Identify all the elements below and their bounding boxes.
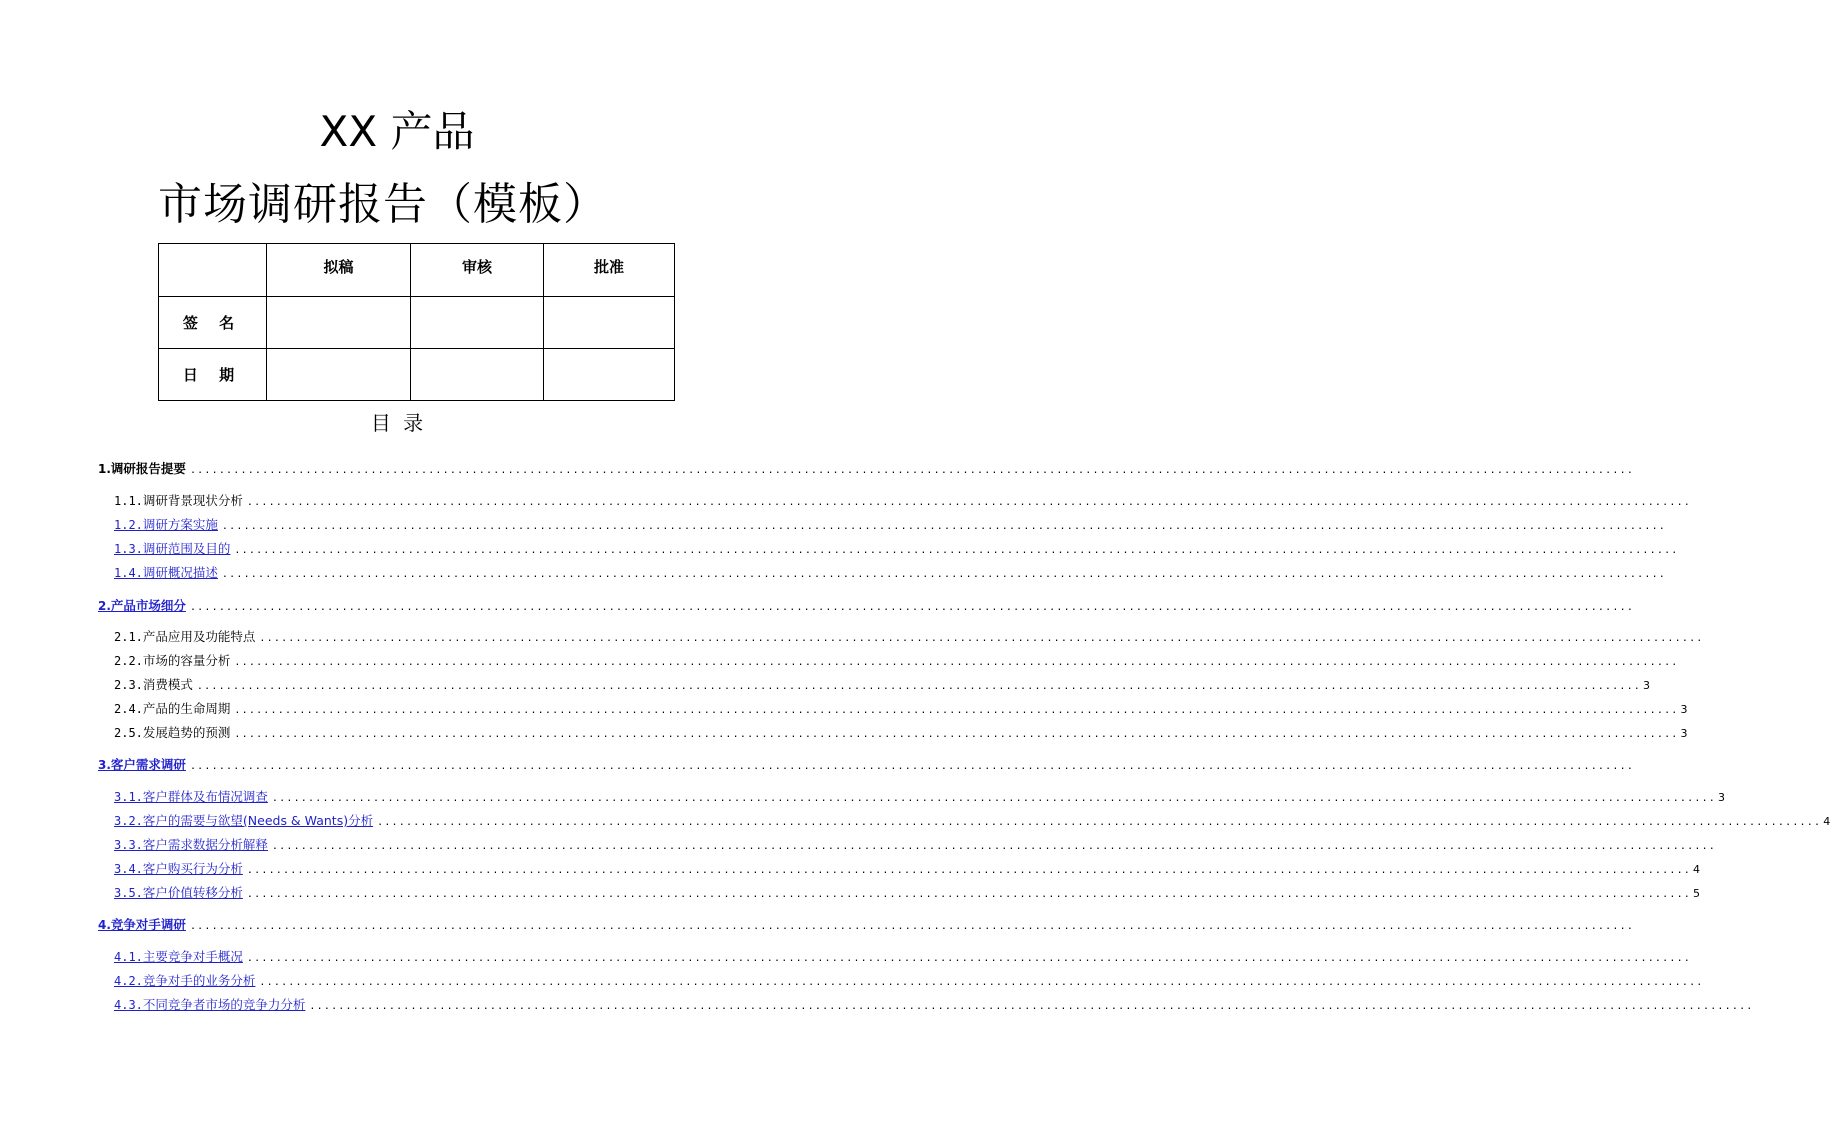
toc-entry[interactable] bbox=[114, 788, 1726, 808]
toc-dot-leader: ........................................................................................................................................................................................................ bbox=[189, 921, 1635, 932]
toc-entry[interactable] bbox=[114, 724, 1688, 744]
toc-entry-number: 3.3. bbox=[114, 838, 143, 852]
toc-entry-page: 4 bbox=[1823, 815, 1830, 828]
toc-entry-title: 市场的容量分析 bbox=[142, 653, 231, 668]
toc-entry-title: 调研报告提要 bbox=[110, 461, 186, 476]
toc-dot-leader: ........................................................................................................................................................................................................ bbox=[221, 569, 1667, 580]
toc-dot-leader: ........................................................................................................................................................................................................ bbox=[246, 953, 1692, 964]
toc-entry-number: 2.3. bbox=[114, 678, 143, 692]
toc-entry-title[interactable]: 调研方案实施 bbox=[142, 517, 218, 532]
toc-entry-number: 4.3. bbox=[114, 998, 143, 1012]
toc-entry[interactable] bbox=[114, 700, 1688, 720]
toc-entry[interactable] bbox=[114, 836, 1717, 856]
toc-dot-leader: ........................................................................................................................................................................................................ bbox=[189, 761, 1635, 772]
toc-entry-title: 发展趋势的预测 bbox=[142, 725, 231, 740]
toc-entry-title[interactable]: 产品市场细分 bbox=[110, 598, 186, 613]
toc-entry-number: 3.2. bbox=[114, 814, 143, 828]
toc-entry-page: 3 bbox=[1643, 679, 1651, 692]
approval-header-draft: 拟稿 bbox=[267, 244, 411, 297]
toc-heading-char-2: 录 bbox=[403, 411, 424, 435]
toc-entry-title[interactable]: 不同竞争者市场的竞争力分析 bbox=[142, 997, 306, 1012]
toc-entry[interactable] bbox=[98, 597, 1635, 617]
toc-entry[interactable] bbox=[114, 996, 1754, 1016]
toc-entry-title[interactable]: 客户需求数据分析解释 bbox=[142, 837, 268, 852]
toc-entry-title[interactable]: 调研概况描述 bbox=[142, 565, 218, 580]
toc-entry-number: 2. bbox=[98, 599, 111, 613]
toc-entry-page: 5 bbox=[1693, 887, 1701, 900]
toc-entry-page: 3 bbox=[1718, 791, 1726, 804]
toc-dot-leader: ........................................................................................................................................................................................................ bbox=[189, 465, 1635, 476]
toc-entry-number: 4.1. bbox=[114, 950, 143, 964]
approval-row-label-signature: 签 名 bbox=[159, 297, 267, 349]
toc-entry-number: 3.5. bbox=[114, 886, 143, 900]
toc-entry-number: 2.2. bbox=[114, 654, 143, 668]
toc-entry[interactable] bbox=[114, 540, 1679, 560]
toc-entry-number: 1.3. bbox=[114, 542, 143, 556]
approval-header-approve: 批准 bbox=[544, 244, 675, 297]
toc-entry[interactable] bbox=[114, 972, 1704, 992]
toc-dot-leader: ........................................................................................................................................................................................................ bbox=[259, 633, 1704, 644]
toc-entry[interactable] bbox=[98, 460, 1635, 480]
toc-entry-number: 1.1. bbox=[114, 494, 143, 508]
toc-entry[interactable] bbox=[98, 756, 1635, 776]
toc-entry-title: 产品的生命周期 bbox=[142, 701, 231, 716]
toc-entry-title[interactable]: 客户需求调研 bbox=[110, 757, 186, 772]
toc-dot-leader: ........................................................................................................................................................................................................ bbox=[234, 657, 1679, 668]
toc-entry[interactable] bbox=[114, 652, 1679, 672]
toc-entry-number: 1. bbox=[98, 462, 111, 476]
toc-dot-leader: ........................................................................................................................................................................................................ bbox=[221, 521, 1667, 532]
toc-entry-title[interactable]: 竞争对手调研 bbox=[110, 917, 186, 932]
toc-entry[interactable] bbox=[114, 564, 1667, 584]
toc-entry[interactable] bbox=[114, 812, 1830, 832]
document-title-line2: 市场调研报告（模板） bbox=[158, 179, 608, 230]
toc-entry[interactable] bbox=[114, 948, 1692, 968]
toc-entry[interactable] bbox=[114, 860, 1701, 880]
toc-dot-leader: ........................................................................................................................................................................................................ bbox=[246, 497, 1692, 508]
toc-dot-leader: ........................................................................................................................................................................................................ bbox=[377, 817, 1822, 828]
toc-dot-leader: ........................................................................................................................................................................................................ bbox=[234, 545, 1679, 556]
toc-dot-leader: ........................................................................................................................................................................................................ bbox=[271, 841, 1717, 852]
toc-entry[interactable] bbox=[98, 916, 1635, 936]
toc-entry-number: 2.5. bbox=[114, 726, 143, 740]
toc-entry-number: 1.4. bbox=[114, 566, 143, 580]
approval-header-review: 审核 bbox=[411, 244, 544, 297]
toc-dot-leader: ........................................................................................................................................................................................................ bbox=[196, 681, 1642, 692]
toc-entry-number: 2.1. bbox=[114, 630, 143, 644]
toc-entry-number: 1.2. bbox=[114, 518, 143, 532]
toc-entry-title[interactable]: 客户价值转移分析 bbox=[142, 885, 243, 900]
toc-dot-leader: ........................................................................................................................................................................................................ bbox=[309, 1001, 1754, 1012]
toc-dot-leader: ........................................................................................................................................................................................................ bbox=[271, 793, 1717, 804]
toc-dot-leader: ........................................................................................................................................................................................................ bbox=[189, 602, 1635, 613]
toc-entry-title: 调研背景现状分析 bbox=[142, 493, 243, 508]
toc-dot-leader: ........................................................................................................................................................................................................ bbox=[246, 889, 1692, 900]
toc-entry[interactable] bbox=[114, 628, 1704, 648]
toc-entry-page: 3 bbox=[1680, 703, 1688, 716]
toc-entry-number: 3.1. bbox=[114, 790, 143, 804]
toc-entry[interactable] bbox=[114, 492, 1692, 512]
document-title-line1: XX 产品 bbox=[319, 107, 475, 156]
toc-entry[interactable] bbox=[114, 884, 1701, 904]
toc-entry-title: 消费模式 bbox=[142, 677, 193, 692]
toc-entry-page: 4 bbox=[1693, 863, 1701, 876]
toc-dot-leader: ........................................................................................................................................................................................................ bbox=[259, 977, 1704, 988]
toc-entry-title: 产品应用及功能特点 bbox=[142, 629, 256, 644]
toc-entry-title[interactable]: 客户群体及布情况调查 bbox=[142, 789, 268, 804]
toc-dot-leader: ........................................................................................................................................................................................................ bbox=[246, 865, 1692, 876]
toc-entry-number: 4.2. bbox=[114, 974, 143, 988]
toc-entry-title[interactable]: 客户购买行为分析 bbox=[142, 861, 243, 876]
toc-entry-number: 4. bbox=[98, 918, 111, 932]
toc-dot-leader: ........................................................................................................................................................................................................ bbox=[234, 729, 1679, 740]
toc-entry-title[interactable]: 客户的需要与欲望(Needs & Wants)分析 bbox=[142, 813, 374, 828]
toc-entry[interactable] bbox=[114, 516, 1667, 536]
toc-entry-number: 3.4. bbox=[114, 862, 143, 876]
toc-entry-title[interactable]: 调研范围及目的 bbox=[142, 541, 231, 556]
toc-entry-page: 3 bbox=[1680, 727, 1688, 740]
toc-dot-leader: ........................................................................................................................................................................................................ bbox=[234, 705, 1679, 716]
toc-entry-title[interactable]: 竞争对手的业务分析 bbox=[142, 973, 256, 988]
toc-entry-title[interactable]: 主要竞争对手概况 bbox=[142, 949, 243, 964]
toc-entry-number: 3. bbox=[98, 758, 111, 772]
toc-entry[interactable] bbox=[114, 676, 1651, 696]
toc-entry-number: 2.4. bbox=[114, 702, 143, 716]
approval-row-label-date: 日 期 bbox=[159, 349, 267, 401]
toc-heading-char-1: 目 bbox=[370, 411, 391, 435]
